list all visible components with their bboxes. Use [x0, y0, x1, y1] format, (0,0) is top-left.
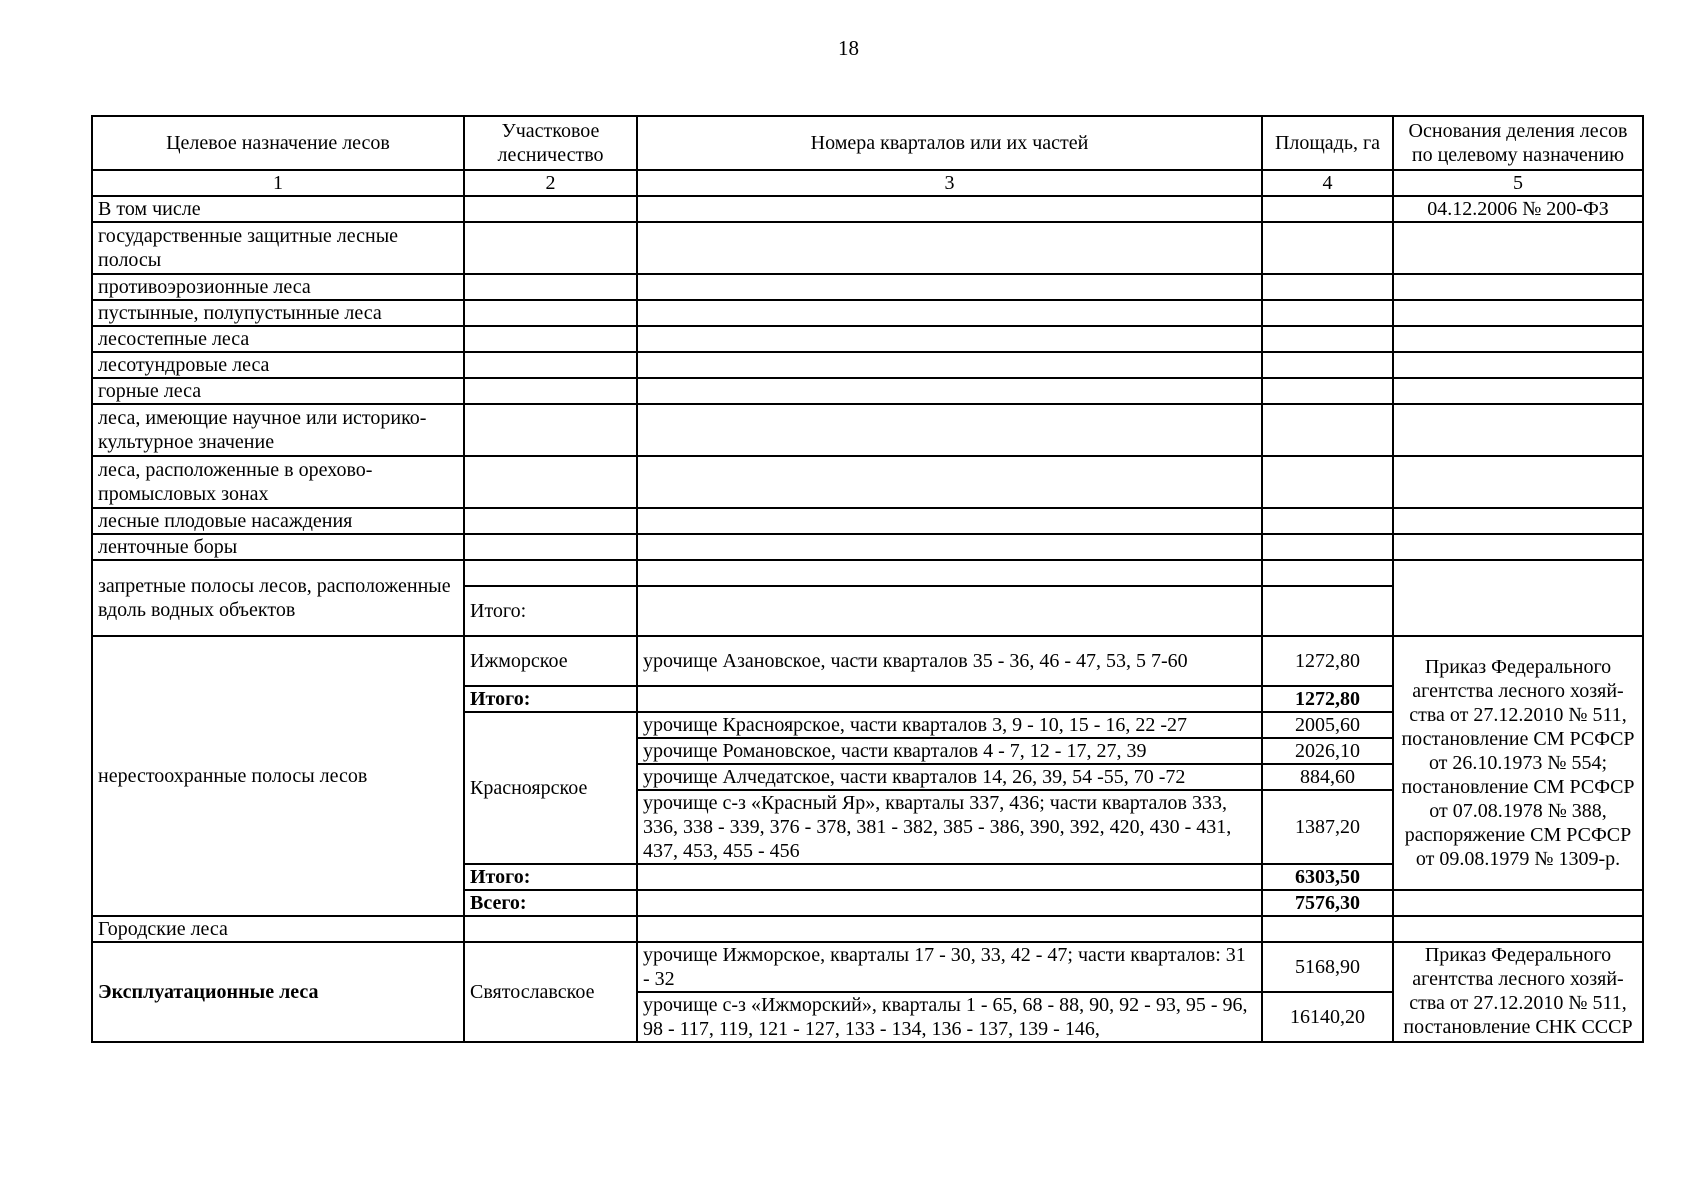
- table-row: [92, 326, 1643, 352]
- table-header-row: [92, 116, 1643, 170]
- header-basis: Основания деления лесов по целевому назначению: [1393, 116, 1643, 170]
- table-row: [92, 456, 1643, 508]
- table-row: [92, 196, 1643, 222]
- area-cell: 2005,60: [1262, 712, 1393, 738]
- col-number: 1: [92, 170, 464, 196]
- purpose-cell: лесостепные леса: [92, 326, 464, 352]
- purpose-cell: Городские леса: [92, 916, 464, 942]
- area-cell: 1272,80: [1262, 636, 1393, 686]
- forestry-cell: Ижморское: [464, 636, 637, 686]
- table-row: [92, 404, 1643, 456]
- subtotal-area: 6303,50: [1262, 864, 1393, 890]
- quarters-cell: урочище с-з «Ижморский», кварталы 1 - 65, 68 - 88, 90, 92 - 93, 95 - 96, 98 - 117, 119, 121 - 127, 133 - 134, 136 - 137, 139 - 146,: [637, 992, 1262, 1042]
- column-number-row: [92, 170, 1643, 196]
- purpose-cell: пустынные, полупустынные леса: [92, 300, 464, 326]
- total-label: Всего:: [464, 890, 637, 916]
- subtotal-label: Итого:: [464, 686, 637, 712]
- table-row: [92, 274, 1643, 300]
- purpose-cell: Эксплуатационные леса: [92, 942, 464, 1042]
- area-cell: 16140,20: [1262, 992, 1393, 1042]
- table-row: [92, 560, 1643, 586]
- purpose-cell: В том числе: [92, 196, 464, 222]
- table-row: [92, 534, 1643, 560]
- header-forestry: Участковое лесничество: [464, 116, 637, 170]
- purpose-cell: горные леса: [92, 378, 464, 404]
- area-cell: 1387,20: [1262, 790, 1393, 864]
- table-row: [92, 222, 1643, 274]
- purpose-cell: нерестоохранные полосы лесов: [92, 636, 464, 916]
- purpose-cell: ленточные боры: [92, 534, 464, 560]
- basis-cell: Приказ Федерального агентства лесного хозяй-ства от 27.12.2010 № 511, постановление СМ РСФСР от 26.10.1973 № 554; постановление СМ РСФСР от 07.08.1978 № 388, распоряжение СМ РСФСР от 09.08.1979 № 1309-р.: [1393, 636, 1643, 890]
- purpose-cell: леса, расположенные в орехово-промысловых зонах: [92, 456, 464, 508]
- forest-purpose-table: [91, 115, 1644, 1043]
- quarters-cell: урочище с-з «Красный Яр», кварталы 337, 436; части кварталов 333, 336, 338 - 339, 376 - 378, 381 - 382, 385 - 386, 390, 392, 420, 430 - 431, 437, 453, 455 - 456: [637, 790, 1262, 864]
- subtotal-area: 1272,80: [1262, 686, 1393, 712]
- area-cell: 5168,90: [1262, 942, 1393, 992]
- table-row: [92, 300, 1643, 326]
- header-quarters: Номера кварталов или их частей: [637, 116, 1262, 170]
- area-cell: 2026,10: [1262, 738, 1393, 764]
- quarters-cell: урочище Ижморское, кварталы 17 - 30, 33, 42 - 47; части кварталов: 31 - 32: [637, 942, 1262, 992]
- table-row: [92, 378, 1643, 404]
- table-row: [92, 636, 1643, 686]
- purpose-cell: лесотундровые леса: [92, 352, 464, 378]
- header-purpose: Целевое назначение лесов: [92, 116, 464, 170]
- purpose-cell: запретные полосы лесов, расположенные вдоль водных объектов: [92, 560, 464, 636]
- basis-cell: Приказ Федерального агентства лесного хозяй-ства от 27.12.2010 № 511, постановление СНК СССР: [1393, 942, 1643, 1042]
- col-number: 2: [464, 170, 637, 196]
- col-number: 5: [1393, 170, 1643, 196]
- purpose-cell: леса, имеющие научное или историко-культурное значение: [92, 404, 464, 456]
- col-number: 4: [1262, 170, 1393, 196]
- forestry-cell: Красноярское: [464, 712, 637, 864]
- page-number: 18: [838, 36, 859, 60]
- forestry-cell: Святославское: [464, 942, 637, 1042]
- purpose-cell: лесные плодовые насаждения: [92, 508, 464, 534]
- subtotal-label: Итого:: [464, 586, 637, 636]
- table-row: [92, 508, 1643, 534]
- quarters-cell: урочище Алчедатское, части кварталов 14, 26, 39, 54 -55, 70 -72: [637, 764, 1262, 790]
- subtotal-label: Итого:: [464, 864, 637, 890]
- quarters-cell: урочище Романовское, части кварталов 4 - 7, 12 - 17, 27, 39: [637, 738, 1262, 764]
- quarters-cell: урочище Красноярское, части кварталов 3, 9 - 10, 15 - 16, 22 -27: [637, 712, 1262, 738]
- table-row: [92, 352, 1643, 378]
- quarters-cell: урочище Азановское, части кварталов 35 - 36, 46 - 47, 53, 5 7-60: [637, 636, 1262, 686]
- total-area: 7576,30: [1262, 890, 1393, 916]
- basis-cell: 04.12.2006 № 200-ФЗ: [1393, 196, 1643, 222]
- purpose-cell: государственные защитные лесные полосы: [92, 222, 464, 274]
- table-row: [92, 942, 1643, 992]
- header-area: Площадь, га: [1262, 116, 1393, 170]
- area-cell: 884,60: [1262, 764, 1393, 790]
- purpose-cell: противоэрозионные леса: [92, 274, 464, 300]
- col-number: 3: [637, 170, 1262, 196]
- table-row: [92, 916, 1643, 942]
